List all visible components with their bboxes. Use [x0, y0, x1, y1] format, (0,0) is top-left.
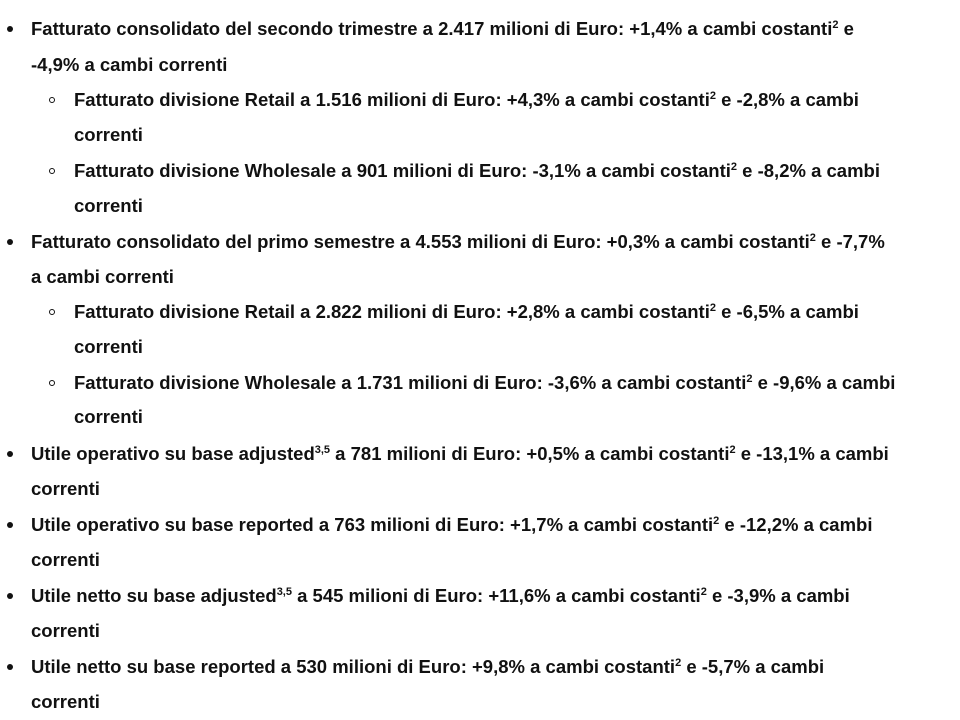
list-item-line: Utile netto su base reported a 530 milioni di Euro: +9,8% a cambi costanti$^2$ e -5,7% a cambi — [31, 656, 825, 677]
list-item-line: Utile operativo su base reported a 763 milioni di Euro: +1,7% a cambi costanti$^2$ e -12,2% a cambi — [31, 514, 873, 535]
sub-list-item-line: Fatturato divisione Wholesale a 901 milioni di Euro: -3,1% a cambi costanti$^2$ e -8,2% a cambi — [74, 160, 880, 181]
list-item-line: correnti — [31, 549, 100, 570]
sub-bullet-icon — [49, 309, 55, 315]
sub-list-item-line: correnti — [74, 406, 143, 427]
sub-list-item-line: Fatturato divisione Wholesale a 1.731 milioni di Euro: -3,6% a cambi costanti$^2$ e -9,6% a cambi — [74, 372, 896, 393]
sub-list-item-line: correnti — [74, 336, 143, 357]
bullet-icon — [7, 451, 13, 457]
sub-bullet-icon — [49, 97, 55, 103]
sub-list-item-line: Fatturato divisione Retail a 1.516 milioni di Euro: +4,3% a cambi costanti$^2$ e -2,8% a cambi — [74, 89, 859, 110]
list-item-line: -4,9% a cambi correnti — [31, 54, 228, 75]
list-item-line: Fatturato consolidato del secondo trimestre a 2.417 milioni di Euro: +1,4% a cambi costanti$^2$ e — [31, 18, 854, 39]
sub-list-item-line: correnti — [74, 124, 143, 145]
sub-list-item-line: correnti — [74, 195, 143, 216]
bullet-icon — [7, 239, 13, 245]
bullet-icon — [7, 26, 13, 32]
bullet-icon — [7, 522, 13, 528]
sub-list-item-line: Fatturato divisione Retail a 2.822 milioni di Euro: +2,8% a cambi costanti$^2$ e -6,5% a cambi — [74, 301, 859, 322]
list-item-line: Utile operativo su base adjusted$^{3,5}$ a 781 milioni di Euro: +0,5% a cambi costanti$^2$ e -13,1% a cambi — [31, 443, 889, 464]
list-item-line: Fatturato consolidato del primo semestre a 4.553 milioni di Euro: +0,3% a cambi costanti$^2$ e -7,7% — [31, 231, 885, 252]
sub-bullet-icon — [49, 168, 55, 174]
list-item-line: correnti — [31, 691, 100, 712]
list-item-line: correnti — [31, 478, 100, 499]
list-item-line: a cambi correnti — [31, 266, 174, 287]
sub-bullet-icon — [49, 380, 55, 386]
bullet-icon — [7, 664, 13, 670]
list-item-line: correnti — [31, 620, 100, 641]
bullet-icon — [7, 593, 13, 599]
list-item-line: Utile netto su base adjusted$^{3,5}$ a 545 milioni di Euro: +11,6% a cambi costanti$^2$ e -3,9% a cambi — [31, 585, 850, 606]
